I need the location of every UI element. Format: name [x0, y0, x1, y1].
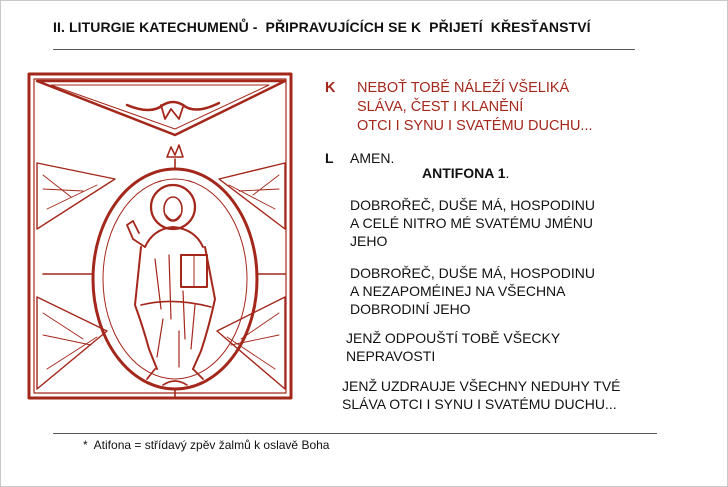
antiphon-dot: . — [505, 165, 510, 181]
people-marker: L — [325, 150, 334, 166]
priest-marker: K — [325, 80, 336, 96]
christ-pantocrator-icon — [23, 69, 298, 401]
verse-line: DOBROŘEČ, DUŠE MÁ, HOSPODINU — [350, 265, 596, 281]
priest-line: NEBOŤ TOBĚ NÁLEŽÍ VŠELIKÁ — [357, 80, 570, 96]
verse — [350, 264, 595, 318]
verse — [346, 329, 560, 365]
verse-line: DOBROŘEČ, DUŠE MÁ, HOSPODINU — [350, 197, 596, 213]
verse — [350, 196, 595, 250]
verse-line: JENŽ ODPOUŠTÍ TOBĚ VŠECKY — [346, 330, 561, 346]
verse-line: JENŽ UZDRAUJE VŠECHNY NEDUHY TVÉ — [342, 378, 621, 394]
verse-line: A NEZAPOMÉINEJ NA VŠECHNA — [350, 283, 566, 299]
footer-divider — [53, 433, 657, 434]
verse-line: DOBRODINÍ JEHO — [350, 301, 471, 317]
verse-line: SLÁVA OTCI I SYNU I SVATÉMU DUCHU... — [342, 396, 617, 412]
page-title: II. LITURGIE KATECHUMENŮ - PŘIPRAVUJÍCÍCH SE K PŘIJETÍ KŘESŤANSTVÍ — [53, 19, 591, 35]
priest-line: OTCI I SYNU I SVATÉMU DUCHU... — [357, 118, 593, 134]
verse-line: A CELÉ NITRO MÉ SVATÉMU JMÉNU — [350, 215, 593, 231]
verse-line: NEPRAVOSTI — [346, 348, 436, 364]
antiphon-title: ANTIFONA 1 — [422, 165, 506, 181]
antiphon-heading — [422, 165, 509, 181]
verse-line: JEHO — [350, 233, 388, 249]
footnote: * Atifona = střídavý zpěv žalmů k oslavě Boha — [83, 438, 330, 452]
people-response: AMEN. — [350, 150, 395, 166]
priest-line: SLÁVA, ČEST I KLANĚNÍ — [357, 99, 524, 115]
verse — [342, 377, 621, 413]
header-divider — [53, 49, 635, 50]
